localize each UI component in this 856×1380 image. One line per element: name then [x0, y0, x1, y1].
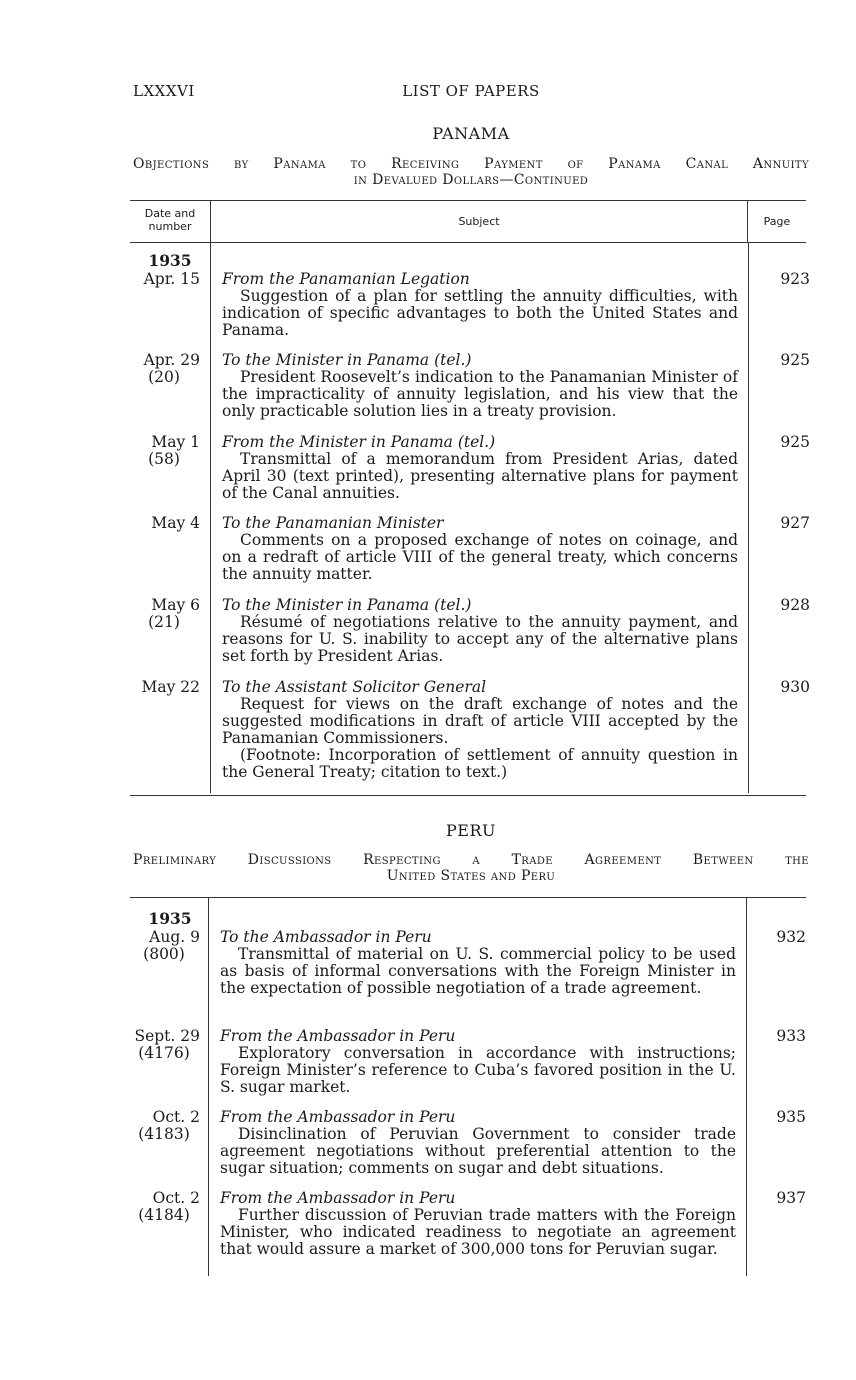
subtitle-line: in Devalued Dollars—Continued — [353, 172, 589, 188]
entry-description: Disinclination of Peruvian Government to consider trade agreement negotiations without preferential attention to the sugar situation; comments on sugar and debt situations. — [220, 1125, 736, 1177]
entry-subject — [222, 679, 738, 781]
entry-subject — [222, 597, 738, 665]
entry-sender: From the Panamanian Legation — [222, 270, 470, 288]
entry-description: Transmittal of material on U. S. commercial policy to be used as basis of informal conversations with the Foreign Minister in the expectation of possible negotiation of a trade agreement. — [220, 945, 736, 997]
column-header-date: Date and number — [144, 207, 196, 233]
table-top-rule — [130, 897, 806, 898]
subtitle-line: Preliminary Discussions Respecting a Trade Agreement Between the — [133, 852, 809, 868]
entry-sender: From the Minister in Panama (tel.) — [222, 433, 496, 451]
entry-subject — [220, 1109, 736, 1177]
entry-date-text: May 1 — [151, 433, 200, 451]
entry-subject — [222, 271, 738, 339]
entry-sender: To the Minister in Panama (tel.) — [222, 351, 472, 369]
entry-date — [130, 352, 200, 386]
entry-number: (4183) — [138, 1125, 190, 1143]
year: 1935 — [148, 251, 192, 270]
entry-sender: To the Assistant Solicitor General — [222, 678, 487, 696]
entry-page: 935 — [776, 1108, 806, 1126]
entry-date — [130, 515, 200, 532]
entry-date — [130, 1190, 200, 1224]
entry-date-text: May 6 — [151, 596, 200, 614]
entry-sender: From the Ambassador in Peru — [220, 1189, 456, 1207]
table-header — [130, 200, 806, 243]
entry-sender: To the Ambassador in Peru — [220, 928, 432, 946]
section-title-panama: PANAMA — [432, 124, 510, 143]
subtitle-line: United States and Peru — [386, 868, 556, 884]
entry-page: 923 — [780, 270, 810, 288]
entry-sender: From the Ambassador in Peru — [220, 1027, 456, 1045]
entry-subject — [220, 929, 736, 997]
entry-description: Comments on a proposed exchange of notes on coinage, and on a redraft of article VIII of the general treaty, which concerns the annuity matter. — [222, 531, 738, 583]
section-subtitle-panama — [133, 156, 809, 188]
section-title-peru: PERU — [446, 821, 496, 840]
entry-number: (4184) — [138, 1206, 190, 1224]
entry-description: Exploratory conversation in accordance with instructions; Foreign Minister’s reference to Cuba’s favored position in the U. S. sugar market. — [220, 1044, 736, 1096]
entry-date-text: May 22 — [141, 678, 200, 696]
column-rule — [746, 898, 747, 1276]
column-rule — [748, 242, 749, 793]
entry-subject — [222, 434, 738, 502]
entry-description: Résumé of negotiations relative to the annuity payment, and reasons for U. S. inability to accept any of the alternative plans set forth by President Arias. — [222, 613, 738, 665]
entry-subject — [222, 352, 738, 420]
entry-date — [130, 434, 200, 468]
entry-number: (21) — [148, 613, 180, 631]
entry-subject — [220, 1028, 736, 1096]
entry-number: (20) — [148, 368, 180, 386]
section-subtitle-peru — [133, 852, 809, 884]
entry-page: 927 — [780, 514, 810, 532]
entry-number: (58) — [148, 450, 180, 468]
entry-page: 928 — [780, 596, 810, 614]
entry-page: 933 — [776, 1027, 806, 1045]
entry-date — [130, 1028, 200, 1062]
column-rule — [210, 242, 211, 793]
subtitle-line: Objections by Panama to Receiving Payment of Panama Canal Annuity — [133, 156, 809, 172]
entry-page: 930 — [780, 678, 810, 696]
running-title: LIST OF PAPERS — [402, 82, 540, 100]
entry-description: Suggestion of a plan for settling the annuity difficulties, with indication of specific advantages to both the United States and Panama. — [222, 287, 738, 339]
entry-page: 925 — [780, 433, 810, 451]
year: 1935 — [148, 909, 192, 928]
entry-date — [130, 271, 200, 288]
entry-description: Request for views on the draft exchange of notes and the suggested modifications in draft of article VIII accepted by the Panamanian Commissioners. — [222, 695, 738, 747]
column-header-page: Page — [763, 215, 791, 228]
entry-page: 925 — [780, 351, 810, 369]
entry-date-text: May 4 — [151, 514, 200, 532]
entry-date-text: Apr. 29 — [143, 351, 200, 369]
entry-number: (4176) — [138, 1044, 190, 1062]
entry-date-text: Oct. 2 — [152, 1108, 200, 1126]
page-folio: LXXXVI — [133, 82, 195, 100]
table-bottom-rule — [130, 795, 806, 796]
entry-date-text: Oct. 2 — [152, 1189, 200, 1207]
entry-date — [130, 1109, 200, 1143]
entry-sender: From the Ambassador in Peru — [220, 1108, 456, 1126]
entry-sender: To the Minister in Panama (tel.) — [222, 596, 472, 614]
entry-subject — [220, 1190, 736, 1258]
entry-date — [130, 929, 200, 963]
entry-page: 932 — [776, 928, 806, 946]
entry-subject — [222, 515, 738, 583]
entry-date-text: Sept. 29 — [134, 1027, 200, 1045]
entry-date — [130, 679, 200, 696]
column-rule — [208, 898, 209, 1276]
entry-date — [130, 597, 200, 631]
column-header-subject: Subject — [210, 201, 748, 242]
entry-footnote: (Footnote: Incorporation of settlement of annuity question in the General Treaty; citation to text.) — [222, 746, 738, 781]
entry-date-text: Aug. 9 — [149, 928, 200, 946]
entry-page: 937 — [776, 1189, 806, 1207]
entry-description: Transmittal of a memorandum from President Arias, dated April 30 (text printed), presenting alternative plans for payment of the Canal annuities. — [222, 450, 738, 502]
entry-date-text: Apr. 15 — [143, 270, 200, 288]
entry-description: Further discussion of Peruvian trade matters with the Foreign Minister, who indicated readiness to negotiate an agreement that would assure a market of 300,000 tons for Peruvian sugar. — [220, 1206, 736, 1258]
entry-description: President Roosevelt’s indication to the Panamanian Minister of the impracticality of annuity legislation, and his view that the only practicable solution lies in a treaty provision. — [222, 368, 738, 420]
entry-number: (800) — [143, 945, 185, 963]
entry-sender: To the Panamanian Minister — [222, 514, 444, 532]
